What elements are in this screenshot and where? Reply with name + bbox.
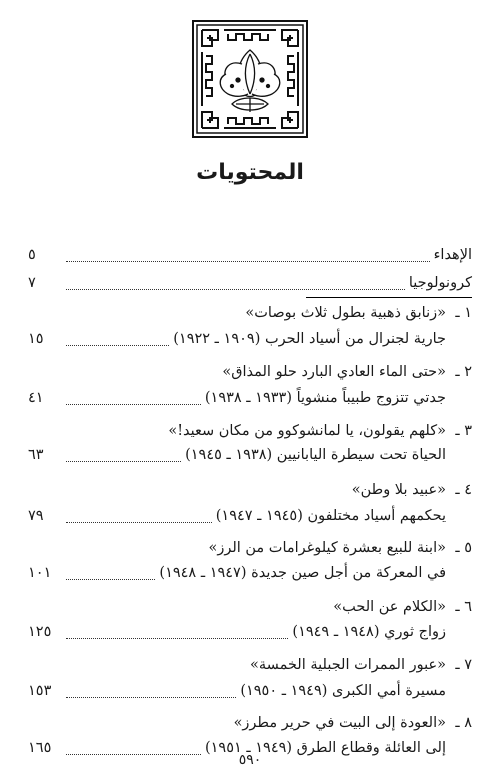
chapter-title: «كلهم يقولون، يا لمانشوكوو من مكان سعيد!» — [168, 423, 446, 439]
entry-title: جدتي تتزوج طبيباً منشوياً (١٩٣٣ ـ ١٩٣٨) — [204, 390, 446, 406]
entry-page: ١٥ — [28, 331, 44, 347]
chapter-number: ٦ ـ — [455, 599, 472, 615]
chapter-number: ٣ ـ — [455, 423, 472, 439]
chapter-heading — [28, 479, 472, 501]
chapter-heading — [28, 302, 472, 324]
toc-entry[interactable] — [28, 680, 472, 702]
chapter-number: ٤ ـ — [455, 482, 472, 498]
toc-entry[interactable] — [28, 244, 472, 266]
entry-title: في المعركة من أجل صين جديدة (١٩٤٧ ـ ١٩٤٨) — [159, 565, 446, 581]
dot-leader — [66, 261, 430, 262]
toc-entry[interactable] — [28, 272, 472, 294]
chapter-number: ١ ـ — [455, 305, 472, 321]
chapter-title: «ابنة للبيع بعشرة كيلوغرامات من الرز» — [208, 540, 446, 556]
toc-entry[interactable] — [28, 562, 472, 584]
toc-entry[interactable] — [28, 328, 472, 350]
dot-leader — [66, 638, 288, 639]
dot-leader — [66, 461, 181, 462]
chapter-heading — [28, 596, 472, 618]
entry-title: يحكمهم أسياد مختلفون (١٩٤٥ ـ ١٩٤٧) — [215, 508, 446, 524]
entry-title: الإهداء — [433, 247, 472, 263]
dot-leader — [66, 697, 236, 698]
chapter-heading — [28, 361, 472, 383]
chapter-heading — [28, 712, 472, 734]
entry-title: الحياة تحت سيطرة اليابانيين (١٩٣٨ ـ ١٩٤٥) — [185, 447, 446, 463]
dot-leader — [66, 404, 201, 405]
toc-entry[interactable] — [28, 387, 472, 409]
chapter-title: «الكلام عن الحب» — [333, 599, 446, 615]
chapter-number: ٢ ـ — [455, 364, 472, 380]
page-title: المحتويات — [196, 160, 304, 185]
decorative-lotus-emblem — [192, 20, 308, 138]
entry-page: ١٠١ — [28, 565, 52, 581]
divider — [306, 297, 472, 298]
entry-title: زواج ثوري (١٩٤٨ ـ ١٩٤٩) — [292, 624, 446, 640]
entry-page: ١٢٥ — [28, 624, 52, 640]
page-number: ٥٩٠ — [238, 752, 262, 768]
chapter-number: ٥ ـ — [455, 540, 472, 556]
chapter-title: «عبيد بلا وطن» — [351, 482, 446, 498]
chapter-title: «حتى الماء العادي البارد حلو المذاق» — [222, 364, 446, 380]
entry-page: ٦٣ — [28, 447, 44, 463]
chapter-number: ٨ ـ — [455, 715, 472, 731]
dot-leader — [66, 579, 155, 580]
chapter-number: ٧ ـ — [455, 657, 472, 673]
entry-page: ١٦٥ — [28, 740, 52, 756]
entry-page: ٧٩ — [28, 508, 44, 524]
entry-title: جارية لجنرال من أسياد الحرب (١٩٠٩ ـ ١٩٢٢) — [173, 331, 446, 347]
entry-title: كرونولوجيا — [408, 275, 472, 291]
entry-page: ٧ — [28, 275, 36, 291]
entry-page: ٤١ — [28, 390, 44, 406]
chapter-title: «زنابق ذهبية بطول ثلاث بوصات» — [245, 305, 446, 321]
toc-entry[interactable] — [28, 505, 472, 527]
entry-page: ١٥٣ — [28, 683, 52, 699]
toc-entry[interactable] — [28, 621, 472, 643]
dot-leader — [66, 289, 405, 290]
chapter-heading — [28, 420, 472, 442]
chapter-title: «العودة إلى البيت في حرير مطرز» — [233, 715, 446, 731]
entry-page: ٥ — [28, 247, 36, 263]
chapter-heading — [28, 537, 472, 559]
chapter-heading — [28, 654, 472, 676]
entry-title: إلى العائلة وقطاع الطرق (١٩٤٩ ـ ١٩٥١) — [204, 740, 446, 756]
entry-title: مسيرة أمي الكبرى (١٩٤٩ ـ ١٩٥٠) — [240, 683, 446, 699]
dot-leader — [66, 345, 169, 346]
dot-leader — [66, 522, 212, 523]
chapter-title: «عبور الممرات الجبلية الخمسة» — [249, 657, 446, 673]
toc-entry[interactable] — [28, 444, 472, 466]
